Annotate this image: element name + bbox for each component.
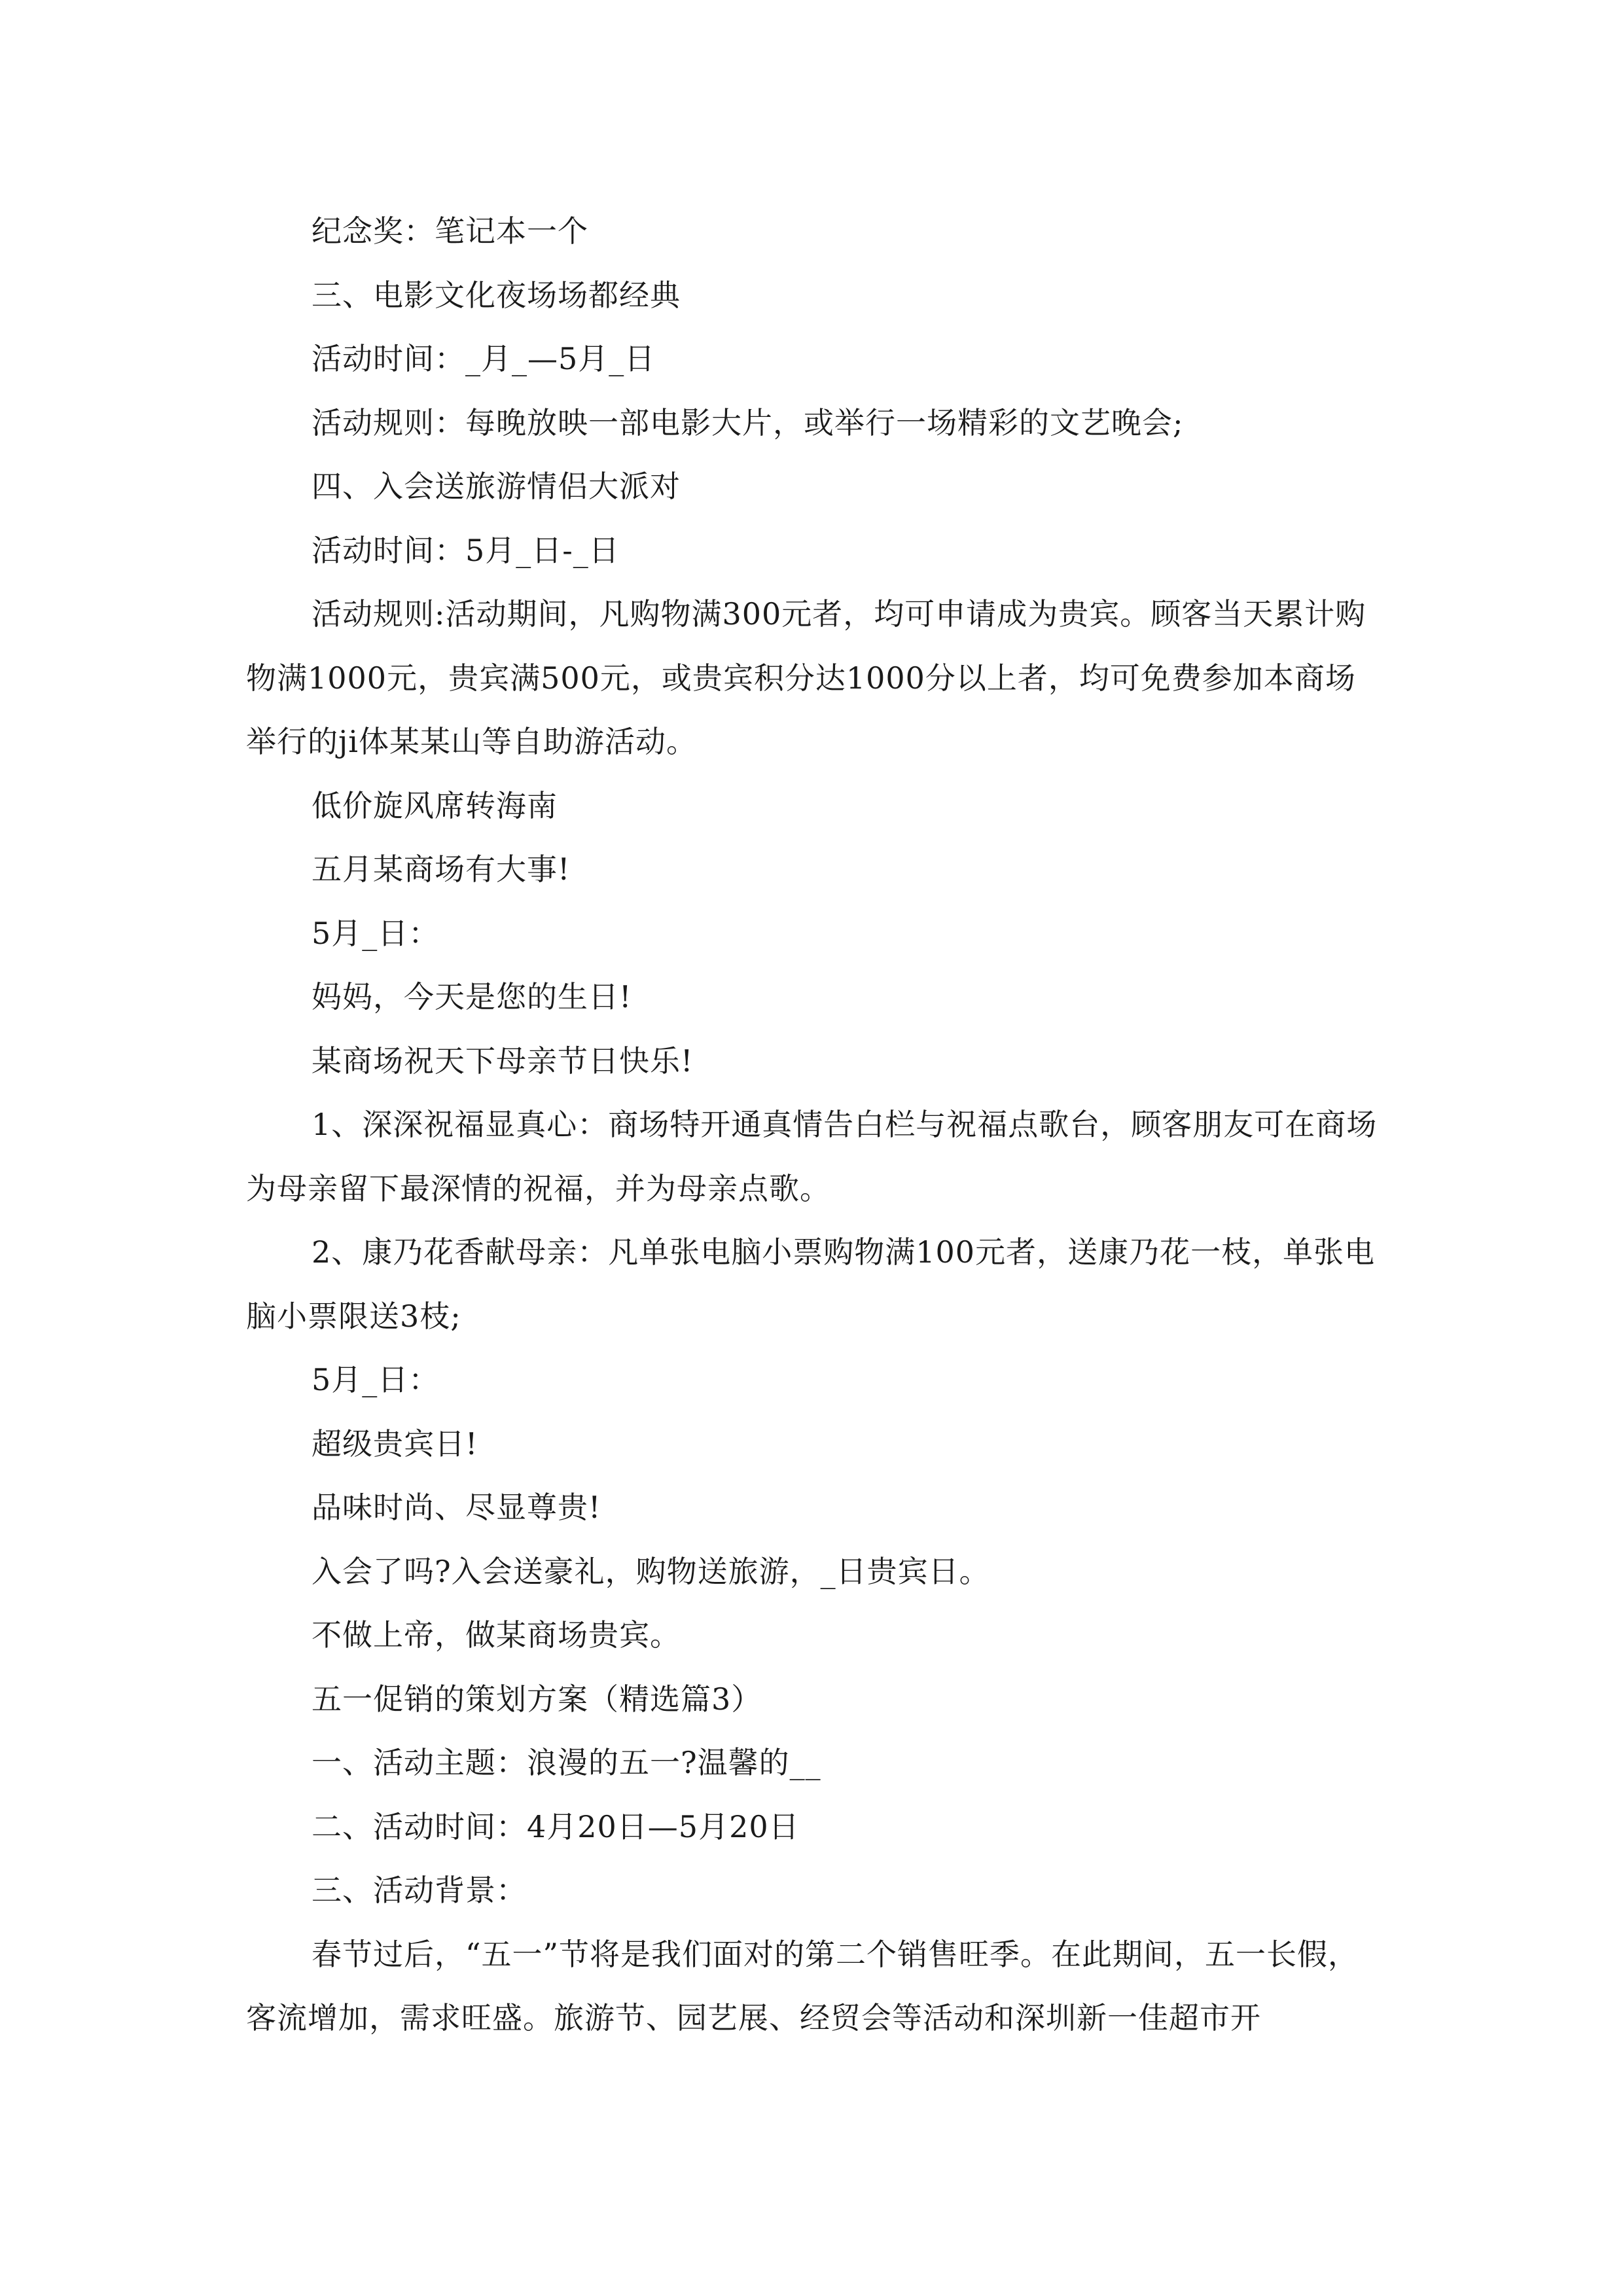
paragraph: 低价旋风席转海南 bbox=[312, 787, 558, 823]
paragraph: 五月某商场有大事! bbox=[312, 852, 571, 887]
section-title: 五一促销的策划方案（精选篇3） bbox=[312, 1681, 762, 1717]
paragraph: 入会了吗?入会送豪礼，购物送旅游，_日贵宾日。 bbox=[312, 1553, 990, 1589]
section-heading: 一、活动主题：浪漫的五一?温馨的__ bbox=[312, 1745, 821, 1780]
section-heading: 三、电影文化夜场场都经典 bbox=[312, 277, 681, 313]
paragraph: 纪念奖：笔记本一个 bbox=[312, 213, 588, 249]
paragraph: 超级贵宾日! bbox=[312, 1426, 478, 1462]
document-body bbox=[246, 200, 1378, 2051]
paragraph: 5月_日： bbox=[312, 1362, 440, 1397]
paragraph: 妈妈，今天是您的生日! bbox=[312, 979, 632, 1014]
paragraph: 2、康乃花香献母亲：凡单张电脑小票购物满100元者，送康乃花一枝，单张电脑小票限送3枝; bbox=[246, 1234, 1376, 1334]
paragraph: 5月_日： bbox=[312, 915, 440, 951]
paragraph: 不做上帝，做某商场贵宾。 bbox=[312, 1617, 681, 1653]
paragraph: 活动规则:活动期间，凡购物满300元者，均可申请成为贵宾。顾客当天累计购物满1000元，贵宾满500元，或贵宾积分达1000分以上者，均可免费参加本商场举行的ji体某某山等自助游活动。 bbox=[246, 596, 1366, 759]
section-heading: 三、活动背景： bbox=[312, 1873, 527, 1908]
paragraph: 活动时间：5月_日-_日 bbox=[312, 532, 620, 568]
paragraph: 某商场祝天下母亲节日快乐! bbox=[312, 1043, 694, 1079]
paragraph: 1、深深祝福显真心：商场特开通真情告白栏与祝福点歌台，顾客朋友可在商场为母亲留下最深情的祝福，并为母亲点歌。 bbox=[246, 1107, 1378, 1206]
section-heading: 四、入会送旅游情侣大派对 bbox=[312, 469, 681, 504]
paragraph: 活动时间：_月_—5月_日 bbox=[312, 341, 656, 376]
paragraph: 品味时尚、尽显尊贵! bbox=[312, 1490, 601, 1525]
section-heading: 二、活动时间：4月20日—5月20日 bbox=[312, 1808, 800, 1844]
paragraph: 活动规则：每晚放映一部电影大片，或举行一场精彩的文艺晚会; bbox=[312, 404, 1184, 440]
paragraph: 春节过后，“五一”节将是我们面对的第二个销售旺季。在此期间，五一长假，客流增加，需求旺盛。旅游节、园艺展、经贸会等活动和深圳新一佳超市开 bbox=[246, 1936, 1359, 2036]
